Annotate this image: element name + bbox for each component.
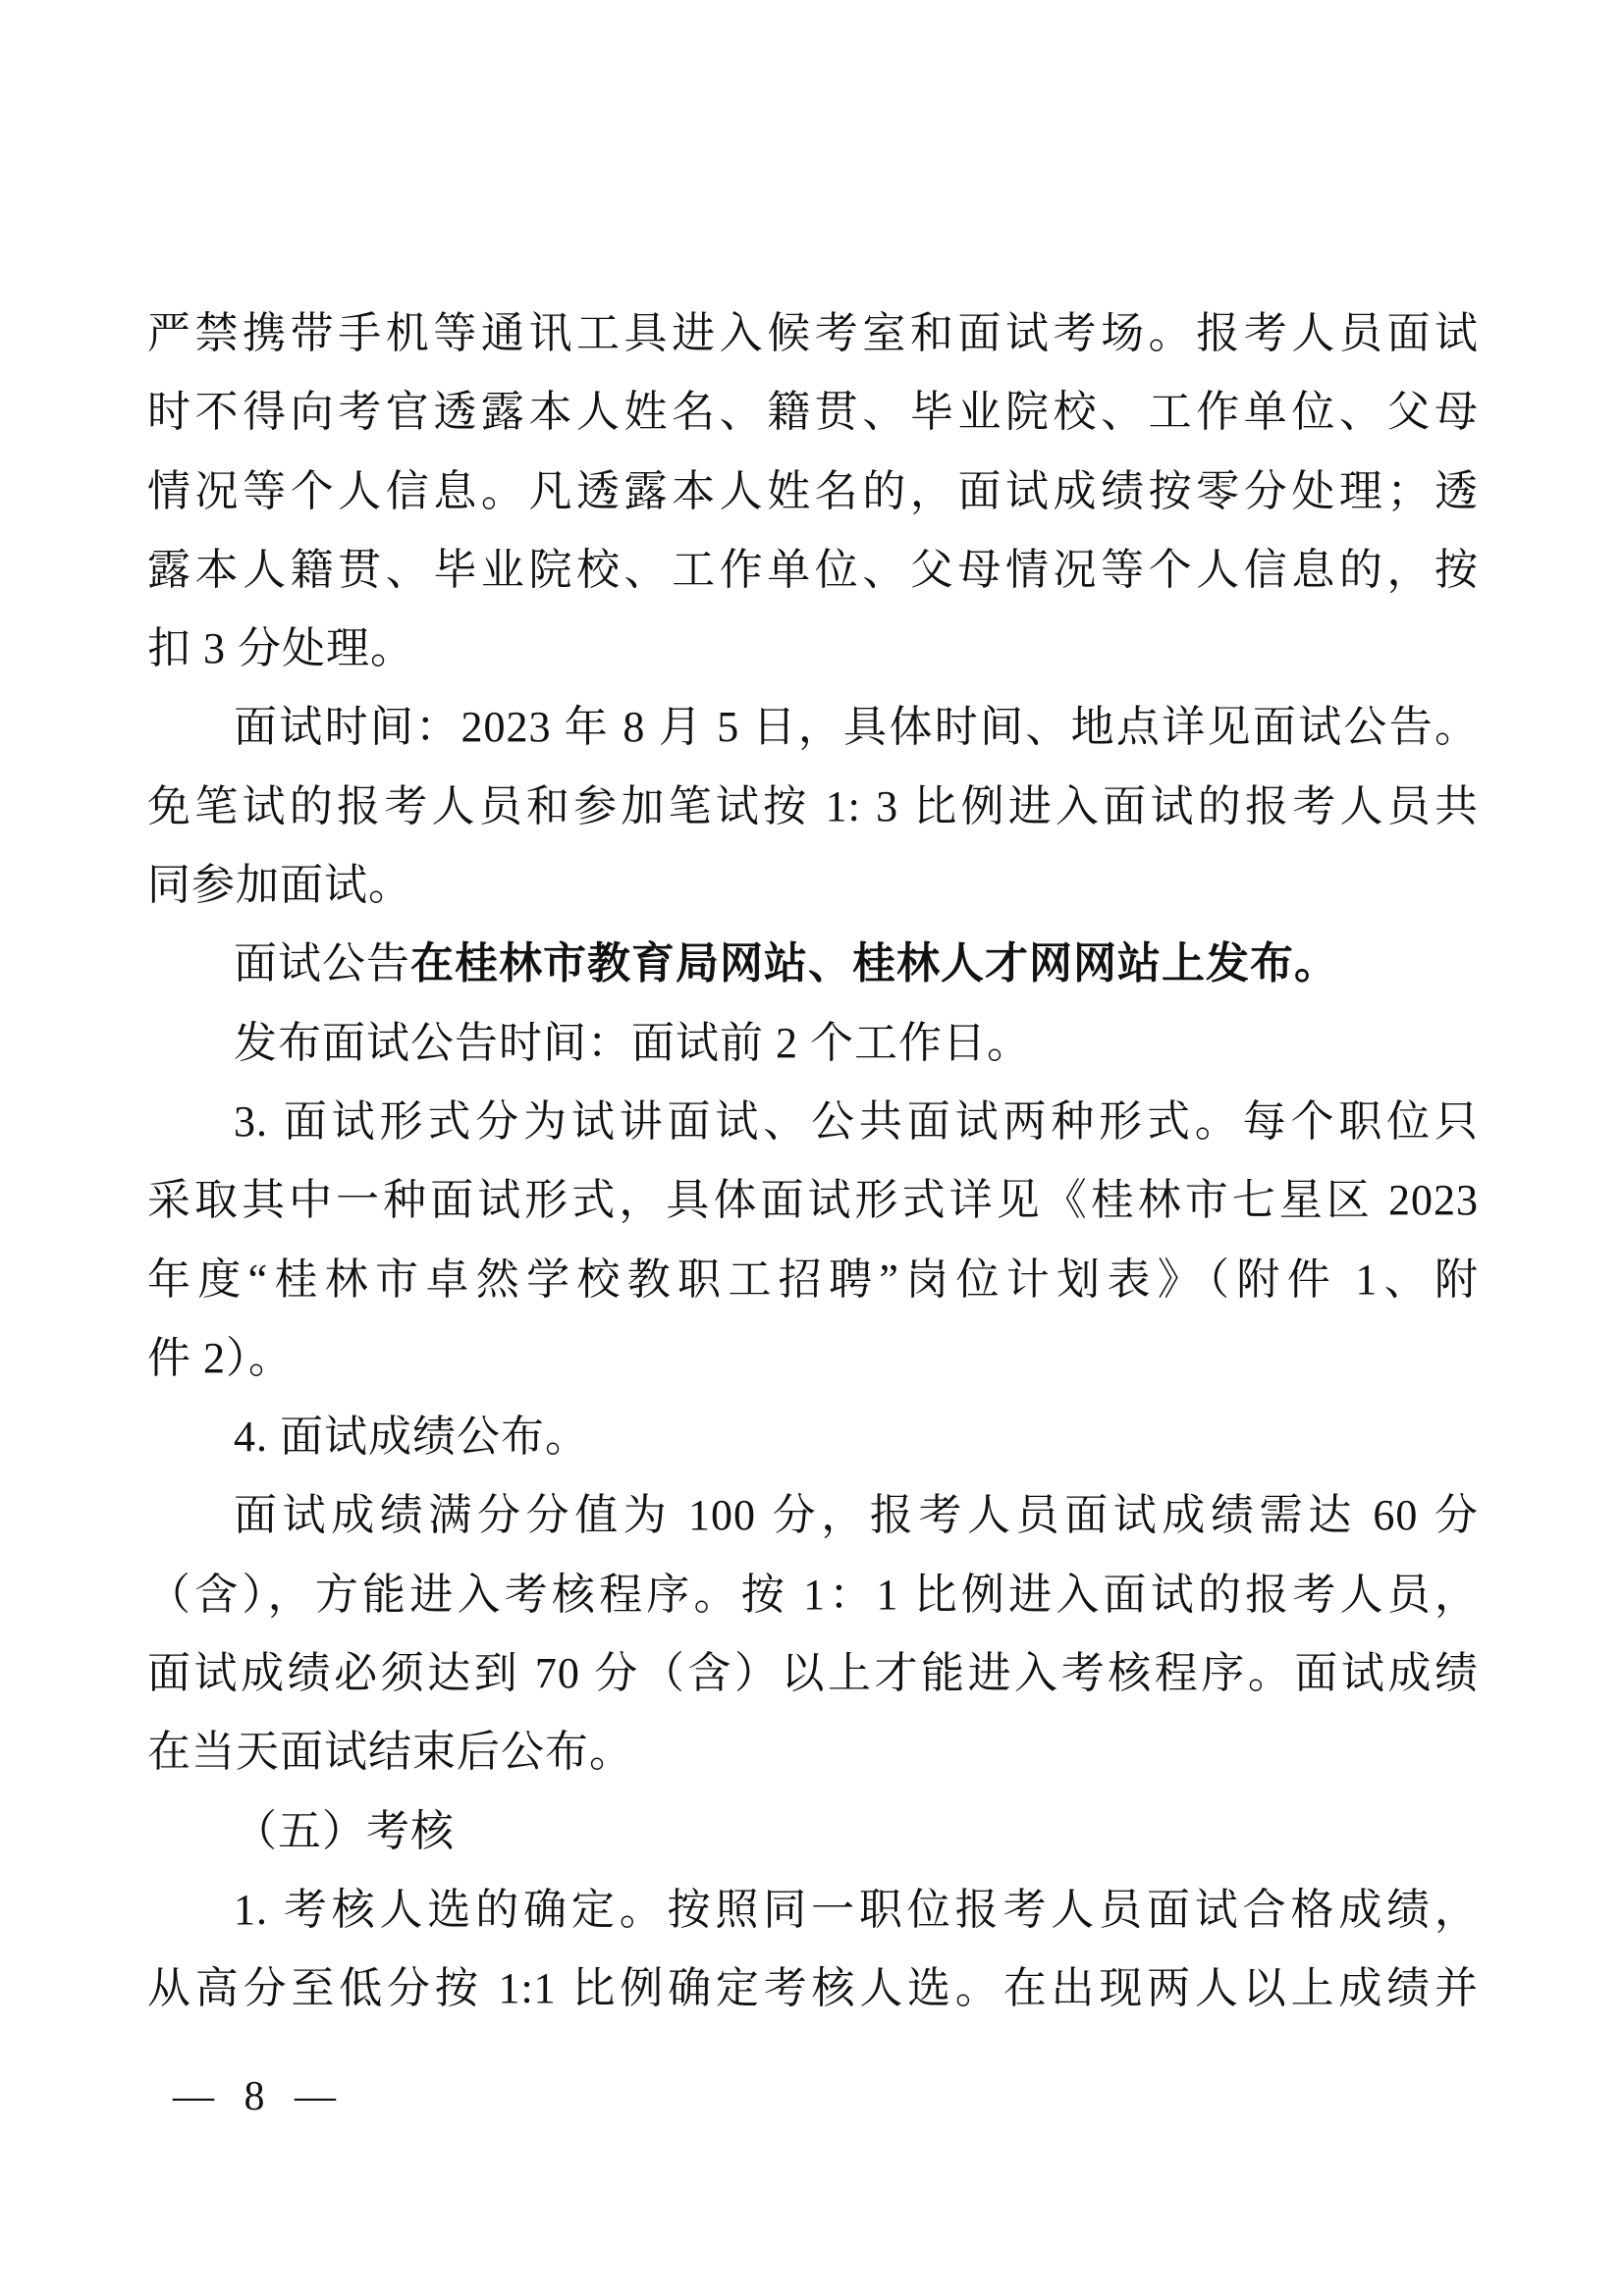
text-line bbox=[147, 1871, 1479, 1949]
text-segment: 情况等个人信息。凡透露本人姓名的，面试成绩按零分处理；透 bbox=[147, 466, 1479, 515]
text-line bbox=[147, 531, 1479, 610]
text-line bbox=[147, 1319, 1479, 1398]
document-lines bbox=[147, 294, 1479, 2029]
text-line bbox=[147, 1634, 1479, 1713]
text-line bbox=[147, 1713, 1479, 1791]
text-segment: 件 2）。 bbox=[147, 1333, 293, 1382]
text-segment: 严禁携带手机等通讯工具进入候考室和面试考场。报考人员面试 bbox=[147, 309, 1479, 357]
text-line bbox=[147, 453, 1479, 531]
text-segment: 年度“桂林市卓然学校教职工招聘”岗位计划表》（附件 1、附 bbox=[147, 1255, 1479, 1304]
text-line bbox=[147, 846, 1479, 925]
text-line bbox=[147, 610, 1479, 688]
text-line bbox=[147, 768, 1479, 846]
text-line bbox=[147, 1556, 1479, 1634]
text-line bbox=[147, 1792, 1479, 1871]
text-segment: 3. 面试形式分为试讲面试、公共面试两种形式。每个职位只 bbox=[234, 1096, 1479, 1146]
text-segment: 扣 3 分处理。 bbox=[147, 624, 414, 673]
text-segment: 面试成绩必须达到 70 分（含）以上才能进入考核程序。面试成绩 bbox=[147, 1649, 1479, 1698]
text-segment: 在当天面试结束后公布。 bbox=[147, 1728, 633, 1777]
text-line bbox=[147, 1161, 1479, 1240]
text-segment: 从高分至低分按 1:1 比例确定考核人选。在出现两人以上成绩并 bbox=[147, 1964, 1479, 2013]
text-segment: （五）考核 bbox=[234, 1806, 455, 1855]
text-line bbox=[147, 1241, 1479, 1319]
text-segment: 同参加面试。 bbox=[147, 861, 412, 910]
text-line bbox=[147, 1949, 1479, 2028]
text-line bbox=[147, 294, 1479, 373]
text-segment: 露本人籍贯、毕业院校、工作单位、父母情况等个人信息的，按 bbox=[147, 545, 1479, 594]
text-line bbox=[147, 1004, 1479, 1083]
text-segment: 免笔试的报考人员和参加笔试按 1: 3 比例进入面试的报考人员共 bbox=[147, 781, 1479, 830]
text-line bbox=[147, 1398, 1479, 1476]
text-segment: 4. 面试成绩公布。 bbox=[234, 1413, 589, 1462]
page-number: — 8 — bbox=[173, 2074, 346, 2119]
text-segment: （含），方能进入考核程序。按 1：1 比例进入面试的报考人员， bbox=[147, 1570, 1479, 1619]
text-segment: 1. 考核人选的确定。按照同一职位报考人员面试合格成绩， bbox=[234, 1885, 1479, 1934]
text-line bbox=[147, 373, 1479, 452]
text-line bbox=[147, 1476, 1479, 1555]
text-segment: 面试时间：2023 年 8 月 5 日，具体时间、地点详见面试公告。 bbox=[234, 703, 1479, 752]
text-segment: 面试公告 bbox=[234, 939, 410, 988]
text-segment: 采取其中一种面试形式，具体面试形式详见《桂林市七星区 2023 bbox=[147, 1176, 1479, 1225]
text-segment: 面试成绩满分分值为 100 分，报考人员面试成绩需达 60 分 bbox=[234, 1491, 1479, 1540]
text-line bbox=[147, 925, 1479, 1003]
text-line bbox=[147, 1083, 1479, 1161]
bold-text-segment: 在桂林市教育局网站、桂林人才网网站上发布。 bbox=[410, 939, 1338, 988]
text-segment: 发布面试公告时间：面试前 2 个工作日。 bbox=[234, 1018, 1031, 1067]
text-segment: 时不得向考官透露本人姓名、籍贯、毕业院校、工作单位、父母 bbox=[147, 388, 1479, 437]
text-line bbox=[147, 688, 1479, 767]
